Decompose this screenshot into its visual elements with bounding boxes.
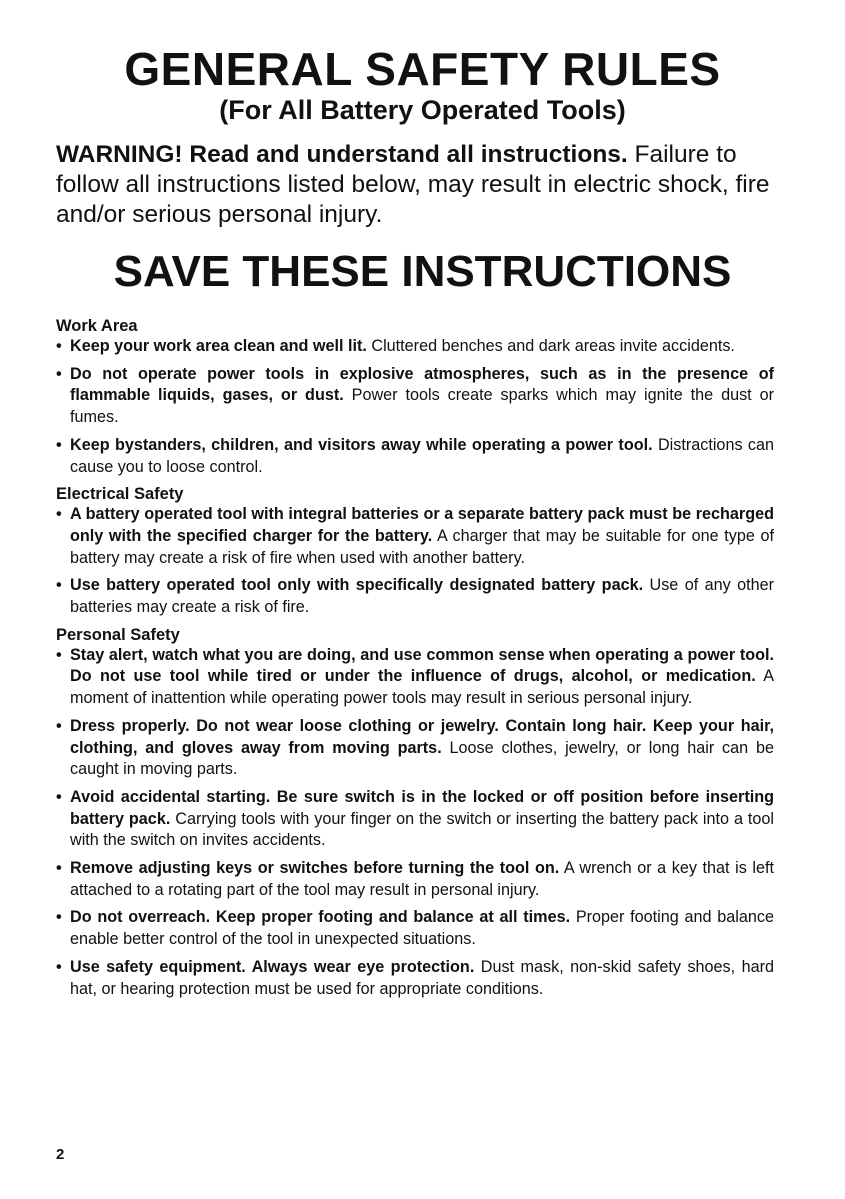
rule-text: Power tools create sparks which may ignite the dust or fumes. — [70, 386, 775, 427]
rule-text: Loose clothes, jewelry, or long hair can be caught in moving parts. — [70, 738, 774, 779]
rule-bold-text: A battery operated tool with integral batteries or a separate battery pack must be recharged only with the specified charger for the battery. — [70, 505, 774, 545]
rule-bold-text: Stay alert, watch what you are doing, and use common sense when operating a power tool. Do not use tool while tired or under the influence of drugs, alcohol, or medication. — [70, 645, 774, 686]
section-heading: Personal Safety — [56, 625, 180, 644]
list-item — [56, 907, 774, 950]
list-item — [56, 957, 774, 1000]
page-number: 2 — [56, 1146, 65, 1163]
list-item — [56, 645, 774, 710]
warning-body-text: Failure to follow all instructions listed below, may result in electric shock, fire and/or serious personal injury. — [56, 141, 770, 228]
section-heading: Electrical Safety — [56, 485, 184, 504]
bullet-icon: • — [56, 908, 62, 927]
save-instructions-heading: SAVE THESE INSTRUCTIONS — [113, 247, 732, 296]
list-item — [56, 336, 774, 358]
bullet-icon: • — [56, 957, 62, 976]
rule-bold-text: Dress properly. Do not wear loose clothing or jewelry. Contain long hair. Keep your hair, clothing, and gloves away from moving parts. — [70, 716, 774, 757]
rule-text: Cluttered benches and dark areas invite accidents. — [366, 337, 735, 355]
bullet-icon: • — [56, 435, 62, 454]
warning-bold-text: WARNING! Read and understand all instructions. — [56, 141, 628, 168]
rule-bold-text: Remove adjusting keys or switches before turning the tool on. — [70, 859, 560, 878]
warning-paragraph — [56, 140, 786, 230]
page-title: GENERAL SAFETY RULES — [124, 43, 721, 95]
rule-list — [56, 504, 774, 619]
rule-bold-text: Keep bystanders, children, and visitors away while operating a power tool. — [70, 435, 653, 454]
rule-text: Dust mask, non-skid safety shoes, hard hat, or hearing protection must be used for appropriate conditions. — [70, 957, 774, 998]
list-item — [56, 716, 774, 781]
list-item — [56, 504, 774, 569]
rule-bold-text: Do not overreach. Keep proper footing and balance at all times. — [70, 908, 571, 927]
rule-text: Use of any other batteries may create a risk of fire. — [70, 576, 774, 617]
rule-bold-text: Avoid accidental starting. Be sure switch is in the locked or off position before inserting battery pack. — [70, 787, 774, 828]
section-heading: Work Area — [56, 317, 138, 335]
rule-text: Proper footing and balance enable better control of the tool in unexpected situations. — [70, 908, 774, 949]
section-work-area — [56, 316, 774, 478]
rule-text: A moment of inattention while operating power tools may result in serious personal injury. — [70, 667, 775, 708]
section-electrical-safety — [56, 484, 774, 619]
rule-list — [56, 645, 774, 1001]
bullet-icon: • — [56, 576, 62, 595]
bullet-icon: • — [56, 505, 62, 524]
list-item — [56, 858, 774, 901]
section-personal-safety — [56, 625, 774, 1001]
rule-bold-text: Do not operate power tools in explosive atmospheres, such as in the presence of flammable liquids, gases, or dust. — [70, 364, 774, 405]
safety-sections — [56, 316, 774, 1006]
list-item — [56, 435, 774, 478]
bullet-icon: • — [56, 337, 62, 355]
rule-text: Carrying tools with your finger on the switch or inserting the battery pack into a tool with the switch on invites accidents. — [70, 809, 774, 850]
rule-text: Distractions can cause you to loose control. — [70, 435, 775, 476]
rule-text: A charger that may be suitable for one type of battery may create a risk of fire when used with another battery. — [70, 526, 774, 567]
list-item — [56, 787, 774, 852]
rule-text: A wrench or a key that is left attached to a rotating part of the tool may result in personal injury. — [70, 859, 775, 899]
bullet-icon: • — [56, 859, 62, 878]
bullet-icon: • — [56, 787, 62, 806]
list-item — [56, 364, 774, 429]
page-subtitle: (For All Battery Operated Tools) — [219, 95, 626, 125]
rule-list — [56, 336, 774, 478]
rule-bold-text: Use safety equipment. Always wear eye protection. — [70, 957, 475, 976]
rule-bold-text: Keep your work area clean and well lit. — [70, 337, 367, 355]
rule-bold-text: Use battery operated tool only with specifically designated battery pack. — [70, 576, 644, 595]
bullet-icon: • — [56, 364, 62, 383]
bullet-icon: • — [56, 645, 62, 664]
bullet-icon: • — [56, 716, 62, 735]
list-item — [56, 575, 774, 618]
